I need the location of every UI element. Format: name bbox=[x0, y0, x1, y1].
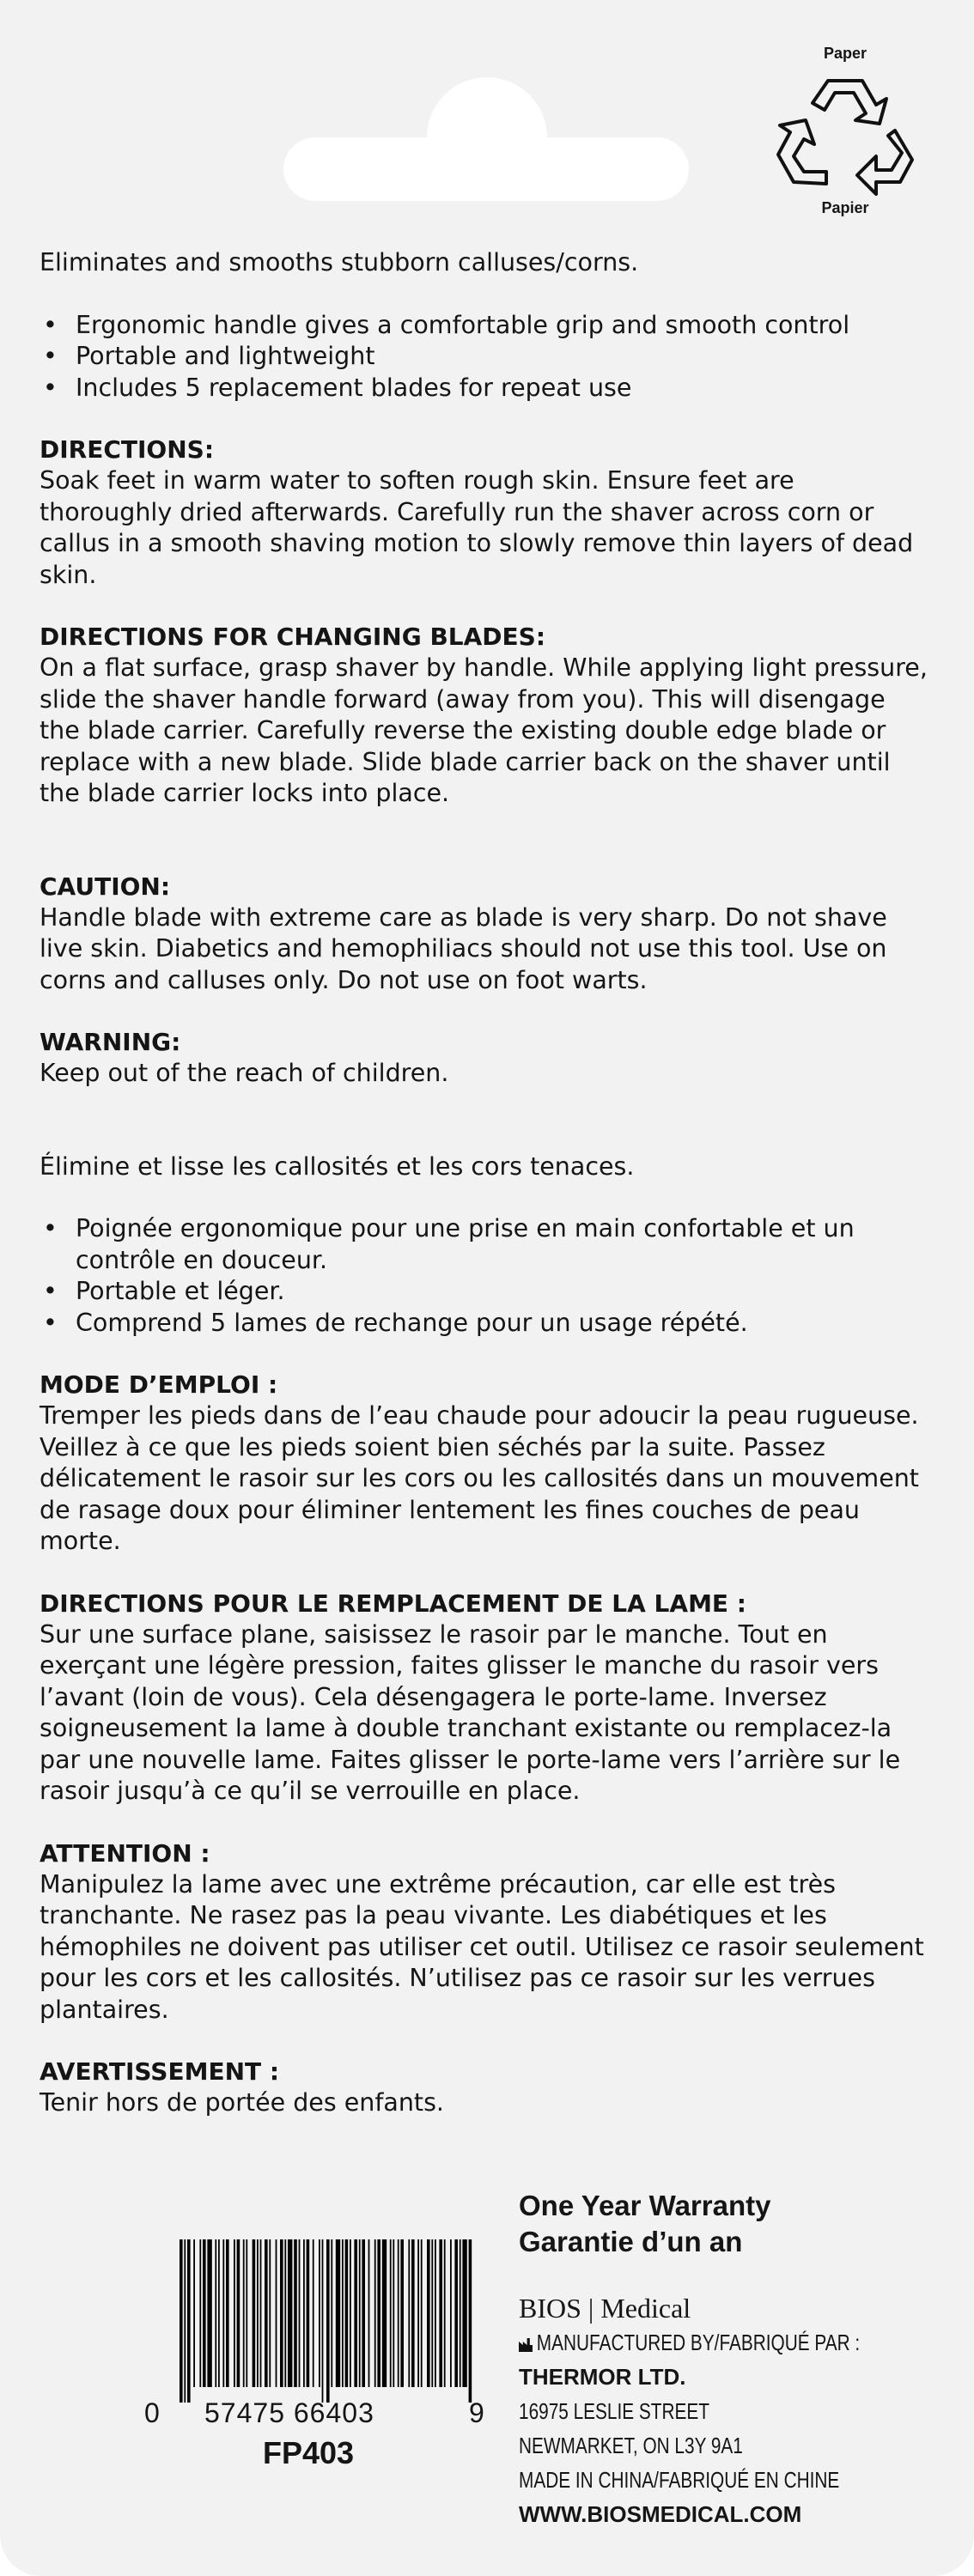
recycle-icon bbox=[775, 70, 916, 199]
hang-hole bbox=[283, 137, 689, 201]
features-fr bbox=[40, 1213, 933, 1339]
manufacturer-info bbox=[519, 2291, 945, 2531]
barcode-last-digit: 9 bbox=[469, 2397, 484, 2428]
intro-en: Eliminates and smooths stubborn calluses/corns. bbox=[40, 248, 639, 276]
warranty-fr: Garantie d’un an bbox=[519, 2226, 743, 2257]
brand-logo: BIOS | Medical bbox=[519, 2293, 691, 2324]
city-address: NEWMARKET, ON L3Y 9A1 bbox=[519, 2433, 743, 2458]
intro-fr: Élimine et lisse les callosités et les cors tenaces. bbox=[40, 1151, 635, 1181]
factory-icon bbox=[519, 2336, 533, 2352]
barcode-first-digit: 0 bbox=[144, 2397, 160, 2428]
list-item: • Portable and lightweight bbox=[40, 341, 933, 373]
list-item: • Comprend 5 lames de rechange pour un usage répété. bbox=[40, 1308, 933, 1340]
caution-heading-en: CAUTION: bbox=[40, 872, 171, 901]
list-item: • Ergonomic handle gives a comfortable grip and smooth control bbox=[40, 310, 933, 342]
recycle-label-paper: Paper bbox=[823, 45, 867, 62]
list-item: • Portable et léger. bbox=[40, 1276, 933, 1308]
blades-heading-fr: DIRECTIONS POUR LE REMPLACEMENT DE LA LAME : bbox=[40, 1589, 747, 1618]
manufactured-by bbox=[519, 2325, 860, 2360]
manufactured-by-label: MANUFACTURED BY/FABRIQUÉ PAR : bbox=[536, 2330, 861, 2355]
caution-text-en: Handle blade with extreme care as blade is very sharp. Do not shave live skin. Diabetics and hemophiliacs should not use this tool. Use on corns and calluses only. Do not use on foot warts. bbox=[40, 902, 887, 994]
features-en bbox=[40, 310, 933, 404]
blades-heading-en: DIRECTIONS FOR CHANGING BLADES: bbox=[40, 623, 546, 651]
warning-text-fr: Tenir hors de portée des enfants. bbox=[40, 2088, 444, 2117]
attention-heading-fr: ATTENTION : bbox=[40, 1838, 210, 1868]
recycle-label-papier: Papier bbox=[821, 199, 869, 216]
model-number: FP403 bbox=[263, 2435, 355, 2470]
street-address: 16975 LESLIE STREET bbox=[519, 2398, 709, 2424]
blades-text-fr: Sur une surface plane, saisissez le rasoir par le manche. Tout en exerçant une légère pression, faites glisser le manche du rasoir vers l’avant (loin de vous). Cela désengagera le porte-lame. Inversez soigneusement la lame à double tranchant existante ou remplacez-la par une nouvelle lame. Faites glisser le porte-lame vers l’arrière sur le rasoir jusqu’à ce qu’il se verrouille en place. bbox=[40, 1619, 901, 1805]
warranty bbox=[519, 2188, 770, 2260]
directions-heading-fr: MODE D’EMPLOI : bbox=[40, 1370, 278, 1399]
directions-text-fr: Tremper les pieds dans de l’eau chaude pour adoucir la peau rugueuse. Veillez à ce que les pieds soient bien séchés par la suite. Passez délicatement le rasoir sur les cors ou les callosités dans un mouvement de rasage doux pour éliminer lentement les fines couches de peau morte. bbox=[40, 1401, 919, 1555]
country-of-origin: MADE IN CHINA/FABRIQUÉ EN CHINE bbox=[519, 2467, 840, 2493]
instructions bbox=[40, 247, 933, 2119]
warning-heading-en: WARNING: bbox=[40, 1028, 181, 1056]
attention-text-fr: Manipulez la lame avec une extrême précaution, car elle est très tranchante. Ne rasez pas la peau vivante. Les diabétiques et les hémophiles ne doivent pas utiliser cet outil. Utilisez ce rasoir seulement pour les cors et les callosités. N’utilisez pas ce rasoir sur les verrues plantaires. bbox=[40, 1869, 924, 2024]
directions-text-en: Soak feet in warm water to soften rough skin. Ensure feet are thoroughly dried afterwards. Carefully run the shaver across corn or callus in a smooth shaving motion to slowly remove thin layers of dead skin. bbox=[40, 466, 914, 589]
website: WWW.BIOSMEDICAL.COM bbox=[519, 2501, 802, 2527]
blades-text-en: On a flat surface, grasp shaver by handle. While applying light pressure, slide the shaver handle forward (away from you). This will disengage the blade carrier. Carefully reverse the existing double edge blade or replace with a new blade. Slide blade carrier back on the shaver until the blade carrier locks into place. bbox=[40, 653, 928, 807]
directions-heading-en: DIRECTIONS: bbox=[40, 435, 215, 464]
list-item: • Includes 5 replacement blades for repeat use bbox=[40, 373, 933, 404]
recycle-symbol bbox=[768, 41, 922, 222]
list-item: • Poignée ergonomique pour une prise en main confortable et un contrôle en douceur. bbox=[40, 1213, 933, 1276]
warning-text-en: Keep out of the reach of children. bbox=[40, 1059, 449, 1087]
barcode-digits: 57475 66403 bbox=[204, 2397, 374, 2428]
warranty-en: One Year Warranty bbox=[519, 2190, 771, 2221]
warning-heading-fr: AVERTISSEMENT : bbox=[40, 2057, 280, 2086]
company-name: THERMOR LTD. bbox=[519, 2364, 686, 2390]
barcode bbox=[176, 2239, 477, 2403]
